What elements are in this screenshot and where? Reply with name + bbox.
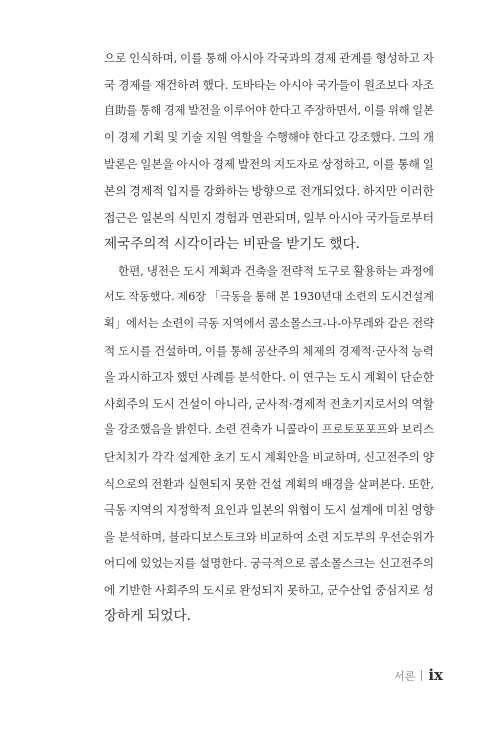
text-line: 이 경제 기획 및 기술 지원 역할을 수행해야 한다고 강조했다. 그의 개 <box>104 130 434 144</box>
page-footer <box>394 666 443 684</box>
text-line: 으로 인식하며, 이를 통해 아시아 각국과의 경제 관계를 형성하고 자 <box>104 51 434 65</box>
text-line: 을 과시하고자 했던 사례를 분석한다. 이 연구는 도시 계획이 단순한 <box>104 370 434 385</box>
footer-divider <box>421 670 422 681</box>
text-line: 극동 지역의 지정학적 요인과 일본의 위협이 도시 설계에 미친 영향 <box>104 503 434 518</box>
text-line: 발론은 일본을 아시아 경제 발전의 지도자로 상정하고, 이를 통해 일 <box>104 157 434 172</box>
text-line: 사회주의 도시 건설이 아니라, 군사적·경제적 전초기지로서의 역할 <box>104 396 434 411</box>
text-line: 서도 작동했다. 제6장 「극동을 통해 본 1930년대 소련의 도시건설계 <box>104 290 434 304</box>
body-text <box>104 45 434 630</box>
text-line: 단치치가 각각 설계한 초기 도시 계획안을 비교하며, 신고전주의 양 <box>104 449 434 464</box>
text-line: 식으로의 전환과 실현되지 못한 건설 계획의 배경을 살펴본다. 또한, <box>104 476 434 491</box>
text-line: 획」에서는 소련이 극동 지역에서 콤소몰스크-나-아무레와 같은 전략 <box>104 316 434 330</box>
paragraph-end-line: 장하게 되었다. <box>104 608 191 625</box>
text-line: 自助를 통해 경제 발전을 이루어야 한다고 주장하면서, 이를 위해 일본 <box>104 104 434 118</box>
text-line: 에 기반한 사회주의 도시로 완성되지 못하고, 군수산업 중심지로 성 <box>104 582 434 597</box>
text-line: 을 강조했음을 밝힌다. 소련 건축가 니콜라이 프로토포포프와 보리스 <box>104 423 434 437</box>
section-label: 서론 <box>394 670 416 683</box>
text-line: 적 도시를 건설하며, 이를 통해 공산주의 체제의 경제적·군사적 능력 <box>104 343 434 358</box>
text-line: 접근은 일본의 식민지 경험과 연관되며, 일부 아시아 국가들로부터 <box>104 210 434 225</box>
text-line: 본의 경제적 입지를 강화하는 방향으로 전개되었다. 하지만 이러한 <box>104 183 434 198</box>
paragraph-start-line: 한편, 냉전은 도시 계획과 건축을 전략적 도구로 활용하는 과정에 <box>118 263 434 278</box>
paragraph-end-line: 제국주의적 시각이라는 비판을 받기도 했다. <box>104 236 360 253</box>
page-number: ix <box>428 666 443 684</box>
text-line: 어디에 있었는지를 설명한다. 궁극적으로 콤소몰스크는 신고전주의 <box>104 556 434 571</box>
text-line: 을 분석하며, 블라디보스토크와 비교하여 소련 지도부의 우선순위가 <box>104 529 434 544</box>
text-line: 국 경제를 재건하려 했다. 도바타는 아시아 국가들이 원조보다 자조 <box>104 77 434 92</box>
